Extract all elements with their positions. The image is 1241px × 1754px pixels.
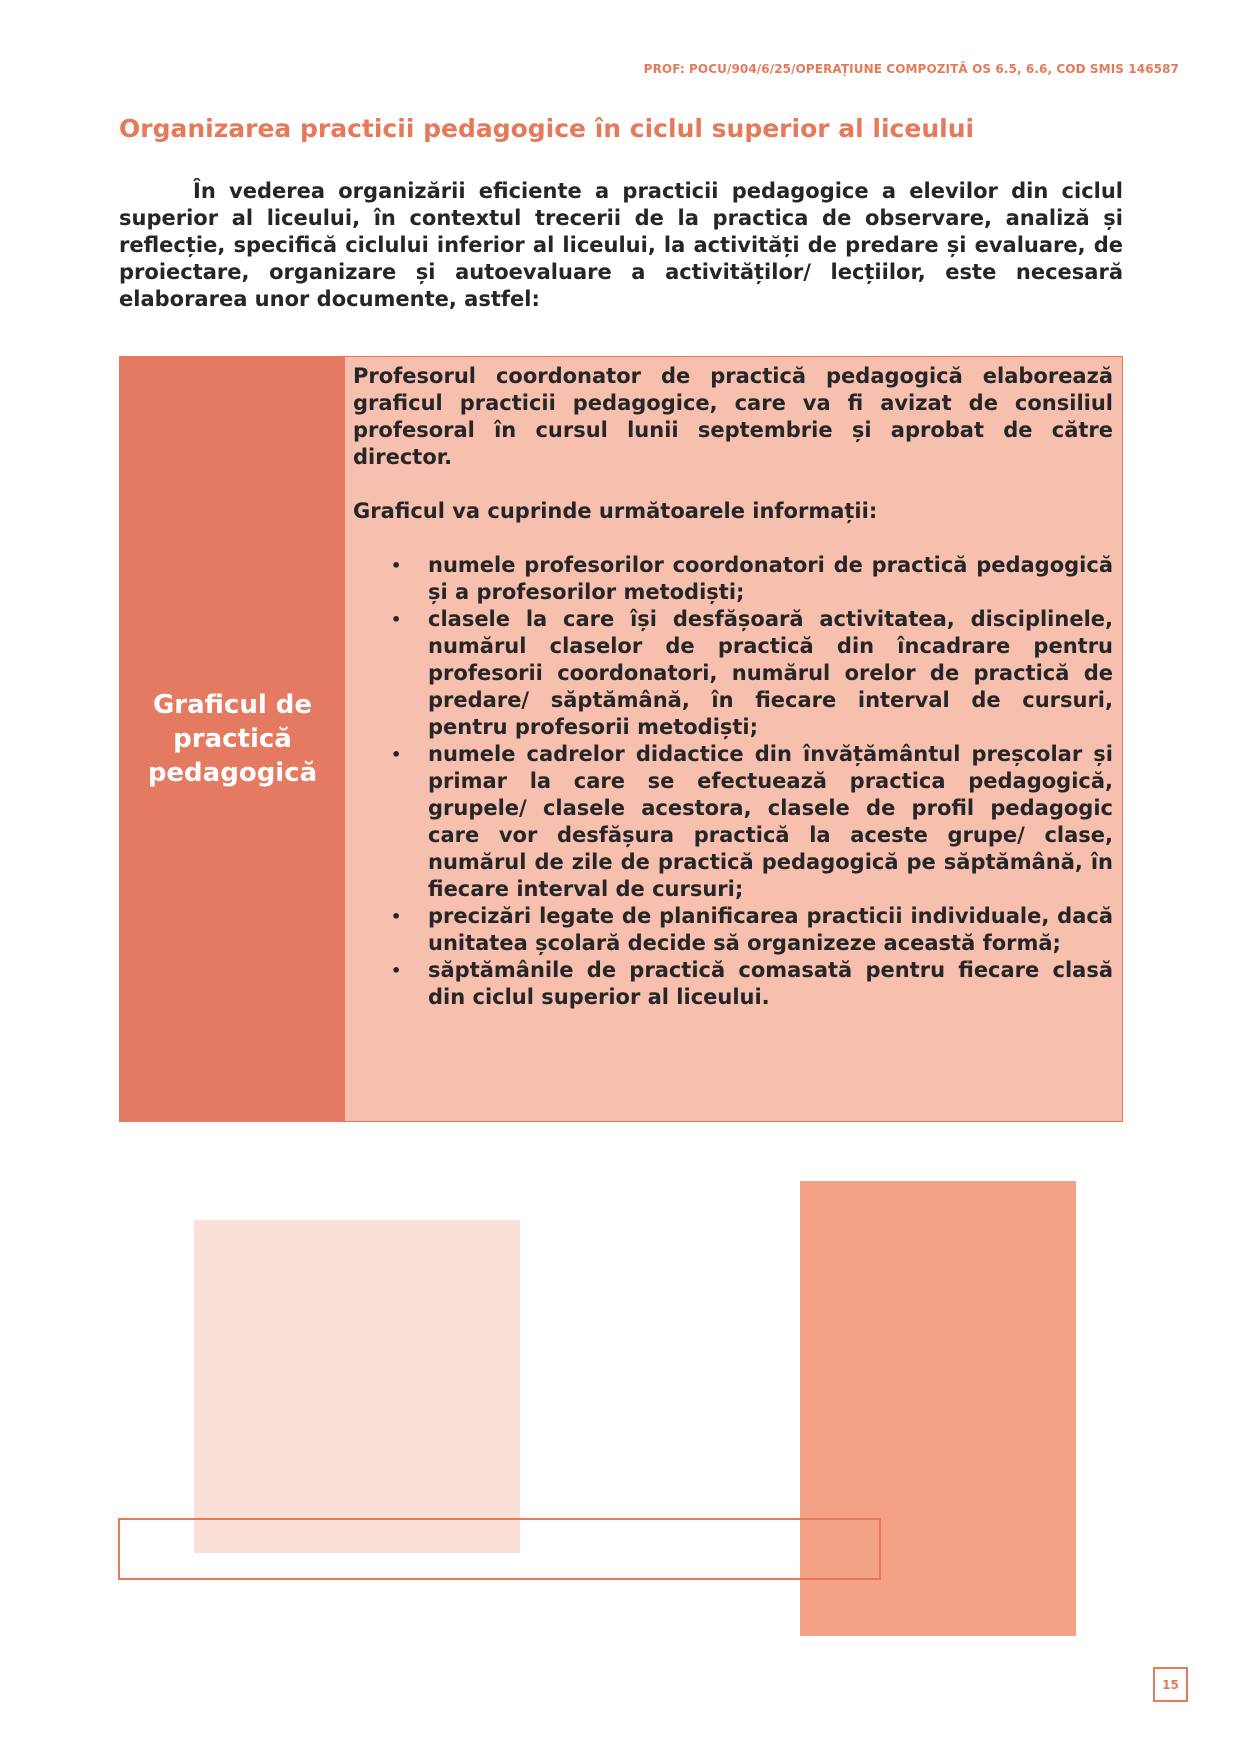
- info-table-label: Graficul de practică pedagogică: [147, 690, 318, 788]
- list-item: [353, 552, 1113, 606]
- list-item: [353, 606, 1113, 741]
- page-title: Organizarea practicii pedagogice în ciclul superior al liceului: [119, 114, 975, 143]
- intro-paragraph: În vederea organizării eficiente a practicii pedagogice a elevilor din ciclul superior al liceului, în contextul trecerii de la practica de observare, analiză și reflecție, specifică ciclului inferior al liceului, la activități de predare și evaluare, de proiectare, organizare și autoevaluare a activităților/ lecțiilor, este necesară elaborarea unor documente, astfel:: [119, 179, 1123, 311]
- list-item: [353, 741, 1113, 903]
- content-paragraph-1: Profesorul coordonator de practică pedagogică elaborează graficul practicii pedagogice, care va fi avizat de consiliul profesoral în cursul lunii septembrie și aprobat de către director.: [353, 364, 1113, 469]
- header-project-code: PROF: POCU/904/6/25/OPERAȚIUNE COMPOZITĂ OS 6.5, 6.6, COD SMIS 146587: [643, 62, 1179, 76]
- info-table-content-cell: [345, 357, 1122, 1121]
- bullet-icon: •: [391, 610, 402, 629]
- list-item: [353, 957, 1113, 1011]
- bullet-icon: •: [391, 907, 402, 926]
- list-item-text: numele profesorilor coordonatori de practică pedagogică și a profesorilor metodiști;: [428, 553, 1113, 604]
- info-table-label-cell: [120, 357, 345, 1121]
- content-paragraph-2: Graficul va cuprinde următoarele informații:: [353, 499, 878, 523]
- decorative-light-rectangle: [194, 1220, 520, 1553]
- list-item: [353, 903, 1113, 957]
- list-item-text: numele cadrelor didactice din învățământul preșcolar și primar la care se efectuează practica pedagogică, grupele/ clasele acestora, clasele de profil pedagogic care vor desfășura practică la aceste grupe/ clase, numărul de zile de practică pedagogică pe săptămână, în fiecare interval de cursuri;: [428, 742, 1113, 901]
- bullet-icon: •: [391, 961, 402, 980]
- page-number: 15: [1153, 1667, 1188, 1702]
- bullet-icon: •: [391, 745, 402, 764]
- list-item-text: precizări legate de planificarea practicii individuale, dacă unitatea școlară decide să organizeze această formă;: [428, 904, 1113, 955]
- list-item-text: clasele la care își desfășoară activitatea, disciplinele, numărul claselor de practică din încadrare pentru profesorii coordonatori, numărul orelor de practică de predare/ săptămână, în fiecare interval de cursuri, pentru profesorii metodiști;: [428, 607, 1113, 739]
- info-bullet-list: [353, 552, 1113, 1011]
- list-item-text: săptămânile de practică comasată pentru fiecare clasă din ciclul superior al liceului.: [428, 958, 1113, 1009]
- bullet-icon: •: [391, 556, 402, 575]
- decorative-outline-rectangle: [118, 1518, 881, 1580]
- info-table: [119, 356, 1123, 1122]
